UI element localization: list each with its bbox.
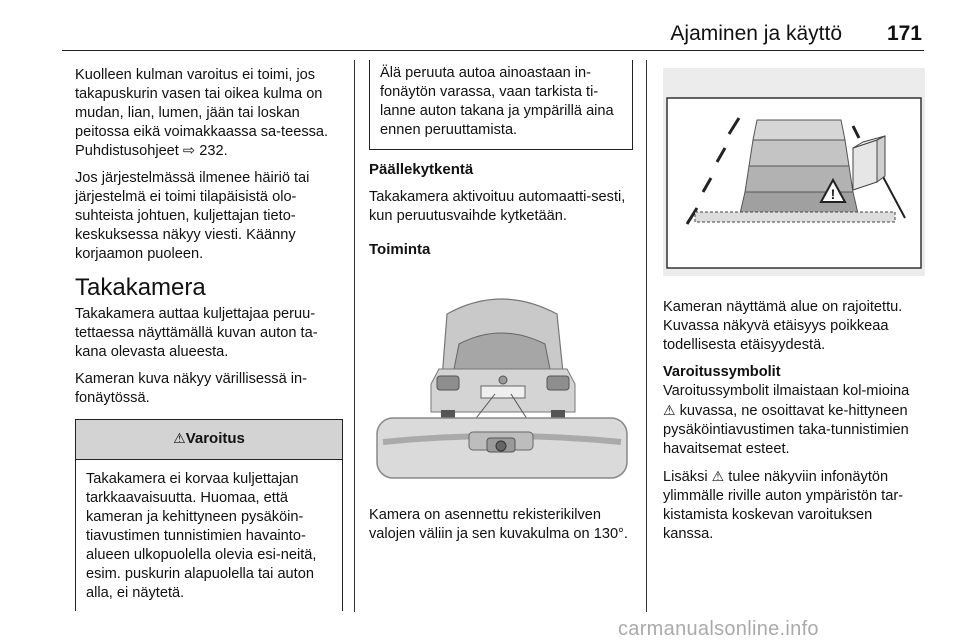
watermark: carmanualsonline.info [618, 618, 819, 640]
warning-header [76, 420, 342, 460]
arrow-ref-icon: ⇨ [182, 143, 196, 159]
section-heading: Päällekytkentä [369, 161, 474, 178]
page-header-title: Ajaminen ja käyttö [670, 22, 842, 45]
section-heading: Varoitussymbolit [663, 364, 781, 380]
warning-triangle-icon: ⚠ [173, 430, 186, 446]
warning-text: Takakamera ei korvaa kuljettajan tarkkaavaisuutta. Huomaa, että kameran ja kehittyneen pysäköin-tiavustimen tunnistimien havainto-alueen ulkopuolella olevia esi-neitä, esim. puskurin alapuolella tai auton alla, ei näytetä. [86, 471, 317, 601]
page-reference[interactable]: 232. [199, 143, 228, 159]
column-divider [646, 60, 647, 612]
paragraph: Takakamera aktivoituu automaatti-sesti, kun peruutusvaihde kytketään. [369, 189, 626, 224]
paragraph: Kameran kuva näkyy värillisessä in-fonäytössä. [75, 371, 307, 406]
paragraph: Kameran näyttämä alue on rajoitettu. Kuvassa näkyvä etäisyys poikkeaa todellisesta etäisyydestä. [663, 299, 903, 353]
paragraph-text: Varoitussymbolit ilmaistaan kol-mioina [663, 383, 910, 399]
paragraph [663, 382, 925, 459]
warning-triangle-icon: ⚠ [711, 468, 725, 484]
column-1 [75, 66, 343, 611]
paragraph: Jos järjestelmässä ilmenee häiriö tai järjestelmä ei toimi tilapäisistä olo-suhteista johtuen, kuljettajan tieto-keskuksessa näkyy viesti. Käänny korjaamon puoleen. [75, 170, 310, 262]
paragraph-text: Lisäksi [663, 469, 712, 485]
warning-title: Varoitus [185, 430, 245, 447]
camera-display-diagram [663, 68, 925, 276]
warning-text: Älä peruuta autoa ainoastaan in-fonäytön varassa, vaan tarkista ti-lanne auton takana ja ympärillä aina ennen peruuttamista. [380, 65, 614, 138]
car-rear-camera-illustration [369, 274, 633, 484]
paragraph-text: tulee näkyviin infonäytön ylimmälle riville auton ympäristön tar-kistamista koskevan varoituksen kanssa. [663, 469, 904, 542]
paragraph [663, 467, 925, 544]
paragraph-text: Kuolleen kulman varoitus ei toimi, jos takapuskurin vasen tai oikea kulma on mudan, lian, lumen, jään tai loskan peitossa eikä voimakkaassa sa-teessa. Puhdistusohjeet [75, 67, 329, 159]
page-header [62, 0, 924, 52]
column-divider [354, 60, 355, 612]
warning-box [75, 419, 343, 611]
warning-triangle-icon: ⚠ [663, 402, 676, 418]
svg-text:!: ! [830, 186, 836, 202]
column-2 [369, 66, 633, 552]
paragraph-text: kuvassa, ne osoittavat ke-hittyneen pysäköintiavustimen taka-tunnistimien havaitsemat esteet. [663, 403, 909, 457]
page-number: 171 [886, 22, 922, 45]
column-3 [663, 66, 925, 552]
paragraph [75, 66, 343, 161]
header-rule [62, 50, 924, 51]
warning-box-continued [369, 60, 633, 150]
section-heading: Takakamera [75, 274, 206, 301]
section-heading: Toiminta [369, 241, 431, 258]
figure-caption: Kamera on asennettu rekisterikilven valojen väliin ja sen kuvakulma on 130°. [369, 507, 628, 542]
paragraph: Takakamera auttaa kuljettajaa peruu-tettaessa näyttämällä kuvan auton ta-kana olevasta alueesta. [75, 306, 318, 360]
